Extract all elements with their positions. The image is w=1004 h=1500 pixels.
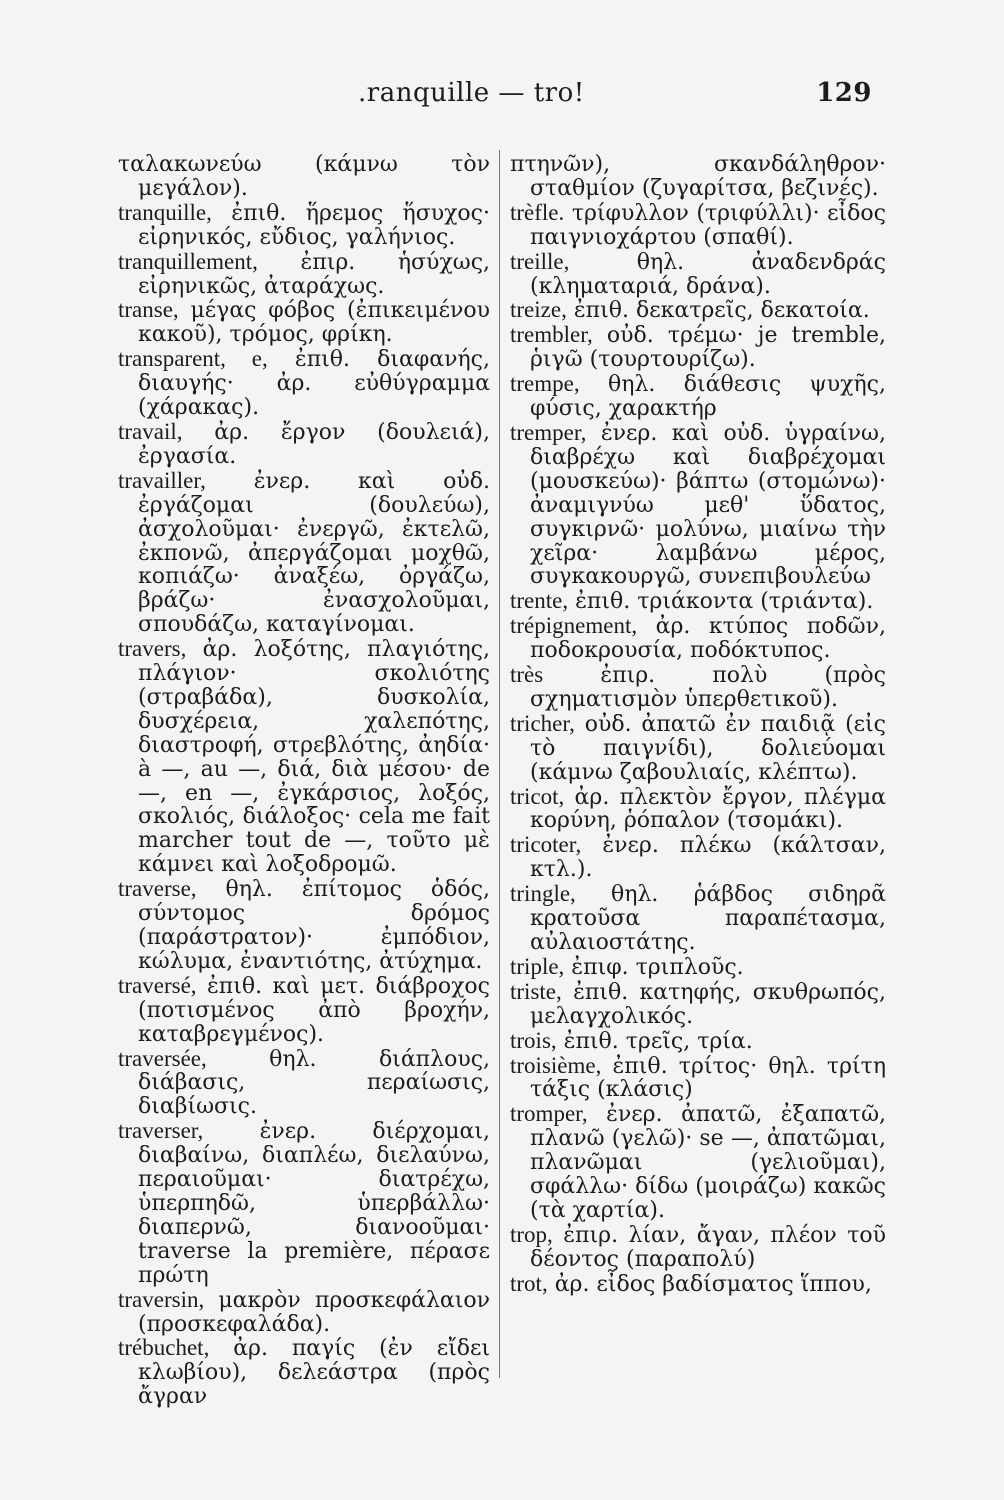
entry-definition: ἐπιθ. ἥρεμος ἥσυχος· εἰρηνικός, εὔδιος, γαλήνιος. — [138, 200, 490, 250]
entry-headword: triple, — [510, 953, 565, 979]
dictionary-entry — [118, 469, 490, 637]
dictionary-entry — [510, 833, 886, 882]
entry-definition: ἐνερ. διέρχομαι, διαβαίνω, διαπλέω, διελαύνω, περαιοῦμαι· διατρέχω, ὑπερπηδῶ, ὑπερβάλλω· διαπερνῶ, διανοοῦμαι· traverse la première, πέρασε πρώτη — [138, 1119, 490, 1288]
entry-headword: trépignement, — [510, 613, 638, 639]
entry-headword: trébuchet, — [118, 1335, 210, 1361]
entry-headword: très — [510, 662, 544, 688]
dictionary-entry — [510, 298, 886, 323]
entry-definition: ἀρ. εἶδος βαδίσματος ἵππου, — [554, 1271, 872, 1297]
entry-definition: ἐπιθ. καὶ μετ. διάβροχος (ποτισμένος ἀπὸ βροχήν, καταβρεγμένος). — [138, 973, 490, 1047]
dictionary-entry — [510, 372, 886, 421]
entry-headword: travers, — [118, 636, 187, 662]
entry-definition: ἀρ. κτύπος ποδῶν, ποδοκρουσία, ποδόκτυπος. — [530, 614, 886, 664]
dictionary-entry — [510, 785, 886, 834]
dictionary-entry — [510, 712, 886, 785]
entry-headword: trot, — [510, 1270, 548, 1296]
entry-headword: trente, — [510, 588, 569, 614]
entry-headword: trempe, — [510, 371, 580, 397]
entry-definition: θηλ. διάπλους, διάβασις, περαίωσις, διαβίωσις. — [138, 1046, 491, 1120]
entry-headword: trembler, — [510, 322, 593, 348]
dictionary-entry — [510, 152, 886, 201]
entry-definition: ἀρ. λοξότης, πλαγιότης, πλάγιον· σκολιότης (στραβάδα), δυσκολία, δυσχέρεια, χαλεπότης, διαστροφή, στρεβλότης, ἀηδία· à —, au —, διά, διὰ μέσου· de —, en —, ἐγκάρσιος, λοξός, σκολιός, διάλοξος· cela me fait marcher tout de —, τοῦτο μὲ κάμνει καὶ λοξοδρομῶ. — [138, 637, 490, 878]
entry-headword: treize, — [510, 297, 567, 323]
entry-definition: τρίφυλλον (τριφύλλι)· εἶδος παιγνιοχάρτου (σπαθί). — [530, 200, 886, 250]
column-divider — [499, 150, 500, 1378]
dictionary-entry — [510, 589, 886, 614]
dictionary-entry — [118, 201, 490, 250]
entry-definition: ἐπιφ. τριπλοῦς. — [571, 954, 744, 980]
entry-headword: travailler, — [118, 467, 206, 493]
entry-headword: troisième, — [510, 1052, 602, 1078]
entry-definition: ἐνερ. πλέκω (κάλτσαν, κτλ.). — [530, 833, 886, 883]
entry-definition: ταλακωνεύω (κάμνω τὸν μεγάλον). — [118, 152, 490, 201]
entry-definition: ἐπιθ. κατηφής, σκυθρωπός, μελαγχολικός. — [530, 979, 886, 1029]
entry-definition: οὐδ. τρέμω· je tremble, ῥιγῶ (τουρτουρίζω). — [530, 323, 887, 373]
entry-definition: ἐπιρ. πολὺ (πρὸς σχηματισμὸν ὑπερθετικοῦ). — [530, 663, 886, 712]
entry-definition: ἀρ. ἔργον (δουλειά), ἐργασία. — [138, 419, 491, 469]
entry-headword: tricher, — [510, 710, 575, 736]
entry-definition: μακρὸν προσκεφάλαιον (προσκεφαλάδα). — [138, 1287, 490, 1337]
entry-headword: transe, — [118, 297, 179, 323]
dictionary-entry — [510, 421, 886, 589]
entry-definition: ἐνερ. καὶ οὐδ. ὑγραίνω, διαβρέχω καὶ διαβρέχομαι (μουσκεύω)· βάπτω (στομώνω)· ἀναμιγνύω μεθ' ὕδατος, συγκιρνῶ· μολύνω, μιαίνω τὴν χεῖρα· λαμβάνω μέρος, συγκακουργῶ, συνεπιβουλεύω — [530, 420, 886, 590]
dictionary-entry — [510, 955, 886, 980]
entry-definition: ἐπιρ. λίαν, ἄγαν, πλέον τοῦ δέοντος (παραπολύ) — [530, 1222, 886, 1272]
entry-definition: θηλ. διάθεσις ψυχῆς, φύσις, χαρακτήρ — [530, 372, 887, 422]
dictionary-entry — [118, 1288, 490, 1337]
entry-headword: transparent, e, — [118, 346, 268, 372]
entry-headword: traverse, — [118, 876, 197, 902]
entry-headword: traversée, — [118, 1045, 207, 1071]
dictionary-entry — [510, 1054, 886, 1103]
running-header — [130, 78, 870, 118]
entry-headword: trèfle. — [510, 199, 565, 225]
dictionary-entry — [118, 298, 490, 347]
dictionary-entry — [510, 882, 886, 955]
dictionary-entry — [118, 250, 490, 299]
entry-definition: ἐπιθ. τρεῖς, τρία. — [563, 1028, 753, 1054]
entry-headword: tringle, — [510, 881, 576, 907]
page-number: 129 — [816, 78, 872, 108]
entry-definition: θηλ. ἐπίτομος ὁδός, σύντομος δρόμος (παράστρατον)· ἐμπόδιον, κώλυμα, ἐναντιότης, ἀτύχημα. — [138, 877, 490, 974]
dictionary-entry — [118, 1119, 490, 1287]
entry-definition: μέγας φόβος (ἐπικειμένου κακοῦ), τρόμος, φρίκη. — [138, 298, 490, 348]
entry-headword: tricot, — [510, 783, 565, 809]
entry-headword: traverser, — [118, 1118, 204, 1144]
dictionary-entry — [510, 1223, 886, 1272]
entry-definition: ἐνερ. ἀπατῶ, ἐξαπατῶ, πλανῶ (γελῶ)· se —, ἀπατῶμαι, πλανῶμαι (γελιοῦμαι), σφάλλω· δίδω (μοιράζω) κακῶς (τὰ χαρτία). — [530, 1102, 887, 1223]
entry-headword: triste, — [510, 978, 562, 1004]
entry-definition: ἐπιρ. ἡσύχως, εἰρηνικῶς, ἀταράχως. — [138, 249, 491, 299]
entry-definition: ἐπιθ. τρίτος· θηλ. τρίτη τάξις (κλάσις) — [530, 1053, 886, 1103]
dictionary-entry — [510, 323, 886, 372]
entry-definition: ἐπιθ. διαφανής, διαυγής· ἀρ. εὐθύγραμμα (χάρακας). — [138, 347, 490, 421]
entry-headword: tricoter, — [510, 832, 582, 858]
dictionary-entry — [510, 980, 886, 1029]
dictionary-entry — [510, 1102, 886, 1223]
entry-definition: ἐπιθ. δεκατρεῖς, δεκατοία. — [573, 298, 870, 324]
dictionary-entry — [510, 250, 886, 299]
dictionary-entry — [118, 152, 490, 201]
dictionary-entry — [118, 637, 490, 877]
right-column — [510, 152, 886, 1380]
entry-headword: tremper, — [510, 419, 587, 445]
entry-headword: tranquille, — [118, 199, 212, 225]
left-column — [118, 152, 491, 1410]
dictionary-entry — [118, 347, 490, 420]
header-title: .ranquille — tro! — [358, 78, 585, 108]
entry-definition: οὐδ. ἀπατῶ ἐν παιδιᾷ (εἰς τὸ παιγνίδι), δολιεύομαι (κάμνω ζαβουλιαίς, κλέπτω). — [530, 711, 886, 785]
dictionary-entry — [510, 201, 886, 250]
dictionary-entry — [118, 877, 490, 974]
entry-headword: traversé, — [118, 972, 197, 998]
entry-definition: θηλ. ῥάβδος σιδηρᾶ κρατοῦσα παραπέτασμα, αὐλαιοστάτης. — [530, 882, 886, 955]
entry-definition: ἐνερ. καὶ οὐδ. ἐργάζομαι (δουλεύω), ἀσχολοῦμαι· ἐνεργῶ, ἐκτελῶ, ἐκπονῶ, ἀπεργάζομαι μοχθῶ, κοπιάζω· ἀναξέω, ὀργάζω, βράζω· ἐνασχολοῦμαι, σπουδάζω, καταγίνομαι. — [138, 468, 490, 638]
entry-definition: ἐπιθ. τριάκοντα (τριάντα). — [575, 589, 874, 615]
dictionary-entry — [118, 420, 490, 469]
entry-definition: ἀρ. παγίς (ἐν εἴδει κλωβίου), δελεάστρα (πρὸς ἄγραν — [138, 1336, 490, 1410]
dictionary-entry — [510, 614, 886, 663]
entry-definition: πτηνῶν), σκανδάληθρον· σταθμίον (ζυγαρίτσα, βεζινές). — [510, 152, 886, 201]
entry-headword: treille, — [510, 248, 570, 274]
entry-headword: trop, — [510, 1221, 553, 1247]
dictionary-entry — [118, 974, 490, 1047]
entry-definition: θηλ. ἀναδενδράς (κληματαριά, δράνα). — [530, 249, 886, 299]
entry-headword: tromper, — [510, 1101, 588, 1127]
entry-headword: trois, — [510, 1027, 557, 1053]
dictionary-entry — [118, 1047, 490, 1120]
entry-headword: traversin, — [118, 1286, 205, 1312]
dictionary-entry — [118, 1336, 490, 1409]
entry-definition: ἀρ. πλεκτὸν ἔργον, πλέγμα κορύνη, ῥόπαλον (τσομάκι). — [530, 784, 886, 834]
dictionary-entry — [510, 663, 886, 712]
entry-headword: travail, — [118, 418, 183, 444]
dictionary-entry — [510, 1272, 886, 1297]
dictionary-entry — [510, 1029, 886, 1054]
entry-headword: tranquillement, — [118, 248, 258, 274]
